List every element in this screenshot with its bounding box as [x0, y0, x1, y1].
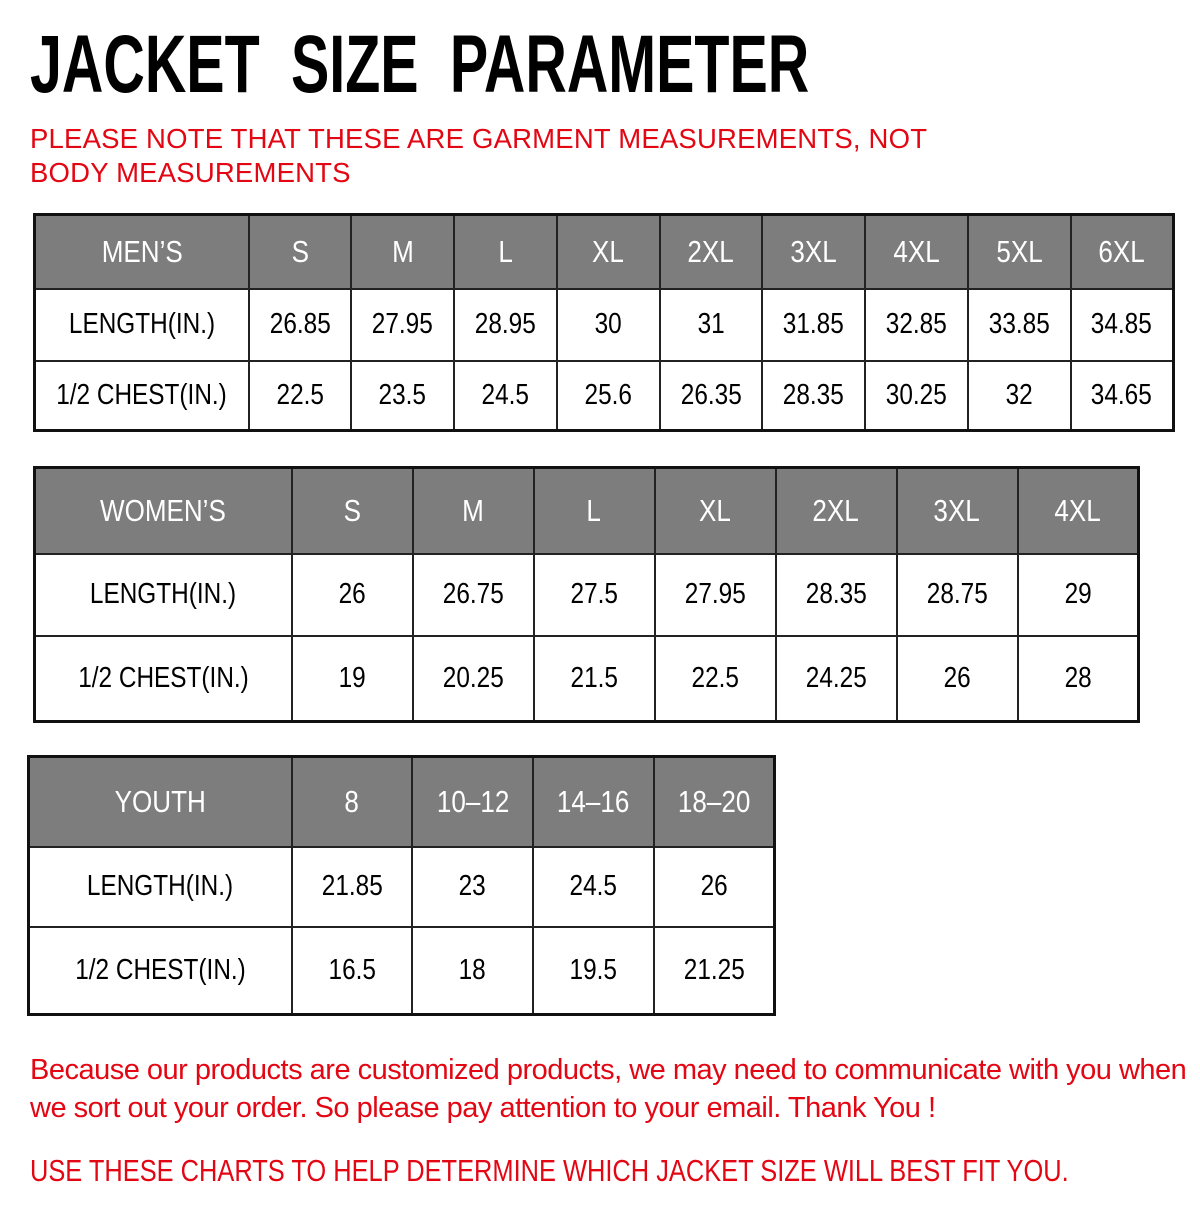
table-title-cell [35, 215, 249, 289]
table-title-cell [35, 468, 292, 554]
size-header-label: L [586, 492, 602, 528]
size-value-cell [413, 636, 534, 722]
size-value: 19.5 [569, 953, 618, 986]
size-value-cell [351, 361, 454, 431]
size-header-cell [533, 757, 654, 847]
size-value: 22.5 [691, 661, 739, 694]
size-value: 32.85 [885, 308, 947, 341]
size-header-label: S [291, 233, 309, 269]
size-value: 21.5 [570, 661, 618, 694]
size-table-youth [27, 755, 776, 1016]
size-table-mens [33, 213, 1175, 432]
size-value: 28 [1064, 661, 1092, 694]
size-header-cell [1018, 468, 1139, 554]
size-value-cell [412, 847, 533, 927]
size-value-cell [534, 636, 655, 722]
row-label-cell [35, 554, 292, 636]
table-title: WOMEN’S [100, 492, 227, 528]
size-header-row [29, 757, 775, 847]
size-value: 27.95 [372, 308, 434, 341]
measurement-row [35, 554, 1139, 636]
size-value-cell [292, 847, 413, 927]
size-value-cell [762, 289, 865, 361]
size-header-label: M [462, 492, 484, 528]
youth-size-table-container [27, 755, 1200, 1016]
size-value-cell [454, 361, 557, 431]
size-header-cell [534, 468, 655, 554]
row-label-cell [35, 289, 249, 361]
row-label: LENGTH(IN.) [87, 870, 234, 903]
size-value: 26.75 [442, 578, 504, 611]
size-header-label: 3XL [933, 492, 981, 528]
size-header-cell [412, 757, 533, 847]
size-value-cell [865, 289, 968, 361]
size-value: 21.85 [321, 870, 383, 903]
size-value: 27.5 [570, 578, 618, 611]
size-value: 29 [1064, 578, 1092, 611]
size-value-cell [654, 927, 775, 1015]
size-value: 28.75 [926, 578, 988, 611]
size-value: 32 [1005, 378, 1033, 411]
size-header-label: M [391, 233, 414, 269]
fit-instruction [30, 1153, 1200, 1193]
size-header-label: L [498, 233, 513, 269]
size-value: 31 [697, 308, 725, 341]
size-value-cell [1018, 554, 1139, 636]
page-title [30, 19, 1200, 110]
table-title-cell [29, 757, 292, 847]
size-value: 34.85 [1091, 308, 1153, 341]
size-value-cell [762, 361, 865, 431]
size-value-cell [1071, 289, 1174, 361]
size-value-cell [897, 636, 1018, 722]
size-header-label: XL [699, 492, 731, 528]
size-header-label: 4XL [1054, 492, 1101, 528]
size-value: 26.35 [680, 378, 742, 411]
table-title: YOUTH [114, 783, 206, 819]
size-header-label: 10–12 [436, 783, 509, 819]
size-value: 24.5 [569, 870, 618, 903]
size-value: 18 [459, 953, 487, 986]
size-chart-page [0, 19, 1200, 1193]
row-label-cell [35, 636, 292, 722]
measurement-note: PLEASE NOTE THAT THESE ARE GARMENT MEASUREMENTS, NOT BODY MEASUREMENTS [30, 123, 927, 188]
size-table-womens [33, 466, 1140, 723]
mens-size-table-container [33, 213, 1200, 432]
row-label-cell [29, 927, 292, 1015]
measurement-row [35, 289, 1174, 361]
size-value: 30.25 [885, 378, 947, 411]
size-value-cell [413, 554, 534, 636]
size-value: 24.25 [805, 661, 867, 694]
size-value-cell [351, 289, 454, 361]
size-header-cell [292, 468, 413, 554]
size-value-cell [654, 847, 775, 927]
size-value-cell [557, 361, 660, 431]
size-header-label: XL [592, 233, 625, 269]
size-value-cell [1071, 361, 1174, 431]
size-header-cell [292, 757, 413, 847]
size-value: 23 [459, 870, 487, 903]
size-header-label: 14–16 [557, 783, 630, 819]
fit-instruction-text: USE THESE CHARTS TO HELP DETERMINE WHICH JACKET SIZE WILL BEST FIT YOU. [30, 1153, 1069, 1189]
size-value-cell [1018, 636, 1139, 722]
customization-note: Because our products are customized products, we may need to communicate with you when we sort out your order. So please pay attention to your email. Thank You ! [30, 1054, 1187, 1124]
size-value: 24.5 [481, 378, 530, 411]
size-header-cell [351, 215, 454, 289]
size-header-cell [762, 215, 865, 289]
size-header-cell [413, 468, 534, 554]
size-value-cell [292, 636, 413, 722]
page-title-text: JACKET SIZE PARAMETER [30, 19, 810, 110]
size-value: 26 [943, 661, 971, 694]
size-header-cell [655, 468, 776, 554]
size-header-row [35, 215, 1174, 289]
size-header-label: 4XL [893, 233, 940, 269]
size-value-cell [249, 289, 352, 361]
size-value: 30 [594, 308, 622, 341]
size-header-label: 2XL [687, 233, 735, 269]
size-header-cell [1071, 215, 1174, 289]
size-value: 16.5 [328, 953, 376, 986]
size-value-cell [292, 554, 413, 636]
size-value-cell [776, 554, 897, 636]
size-value-cell [292, 927, 413, 1015]
size-header-row [35, 468, 1139, 554]
size-value: 21.25 [683, 953, 745, 986]
size-value: 23.5 [378, 378, 427, 411]
size-header-label: 18–20 [677, 783, 751, 819]
size-value-cell [655, 636, 776, 722]
size-header-cell [454, 215, 557, 289]
size-value: 20.25 [442, 661, 504, 694]
size-value-cell [865, 361, 968, 431]
size-value-cell [968, 361, 1071, 431]
table-title: MEN’S [101, 233, 183, 269]
size-header-cell [557, 215, 660, 289]
row-label: 1/2 CHEST(IN.) [56, 378, 228, 411]
size-header-label: 8 [344, 783, 360, 819]
measurement-row [35, 636, 1139, 722]
size-value-cell [533, 927, 654, 1015]
size-value-cell [557, 289, 660, 361]
size-value: 34.65 [1091, 378, 1153, 411]
size-value: 26.85 [269, 308, 331, 341]
row-label: LENGTH(IN.) [90, 578, 237, 611]
size-value: 26 [700, 870, 728, 903]
size-value: 27.95 [684, 578, 746, 611]
size-header-label: 2XL [812, 492, 860, 528]
size-value: 28.95 [474, 308, 536, 341]
size-value-cell [776, 636, 897, 722]
size-value: 19 [338, 661, 366, 694]
size-value-cell [660, 289, 763, 361]
measurement-row [29, 927, 775, 1015]
row-label: 1/2 CHEST(IN.) [74, 953, 246, 986]
size-header-cell [249, 215, 352, 289]
size-header-cell [897, 468, 1018, 554]
size-header-label: 3XL [790, 233, 837, 269]
size-value: 28.35 [783, 378, 845, 411]
size-value-cell [968, 289, 1071, 361]
row-label: LENGTH(IN.) [68, 308, 215, 341]
row-label-cell [35, 361, 249, 431]
size-header-label: 6XL [1098, 233, 1145, 269]
size-header-label: 5XL [996, 233, 1043, 269]
size-value: 28.35 [805, 578, 867, 611]
size-value: 33.85 [988, 308, 1050, 341]
size-value: 31.85 [783, 308, 845, 341]
size-value: 25.6 [584, 378, 632, 411]
row-label-cell [29, 847, 292, 927]
size-header-label: S [343, 492, 361, 528]
size-value: 26 [338, 578, 366, 611]
size-value-cell [412, 927, 533, 1015]
size-value-cell [660, 361, 763, 431]
size-value-cell [533, 847, 654, 927]
measurement-row [35, 361, 1174, 431]
size-header-cell [776, 468, 897, 554]
womens-size-table-container [33, 466, 1200, 723]
size-value: 22.5 [276, 378, 324, 411]
size-value-cell [249, 361, 352, 431]
size-value-cell [534, 554, 655, 636]
size-header-cell [865, 215, 968, 289]
size-value-cell [655, 554, 776, 636]
measurement-row [29, 847, 775, 927]
size-header-cell [654, 757, 775, 847]
size-header-cell [660, 215, 763, 289]
size-value-cell [897, 554, 1018, 636]
size-header-cell [968, 215, 1071, 289]
size-value-cell [454, 289, 557, 361]
row-label: 1/2 CHEST(IN.) [77, 661, 249, 694]
